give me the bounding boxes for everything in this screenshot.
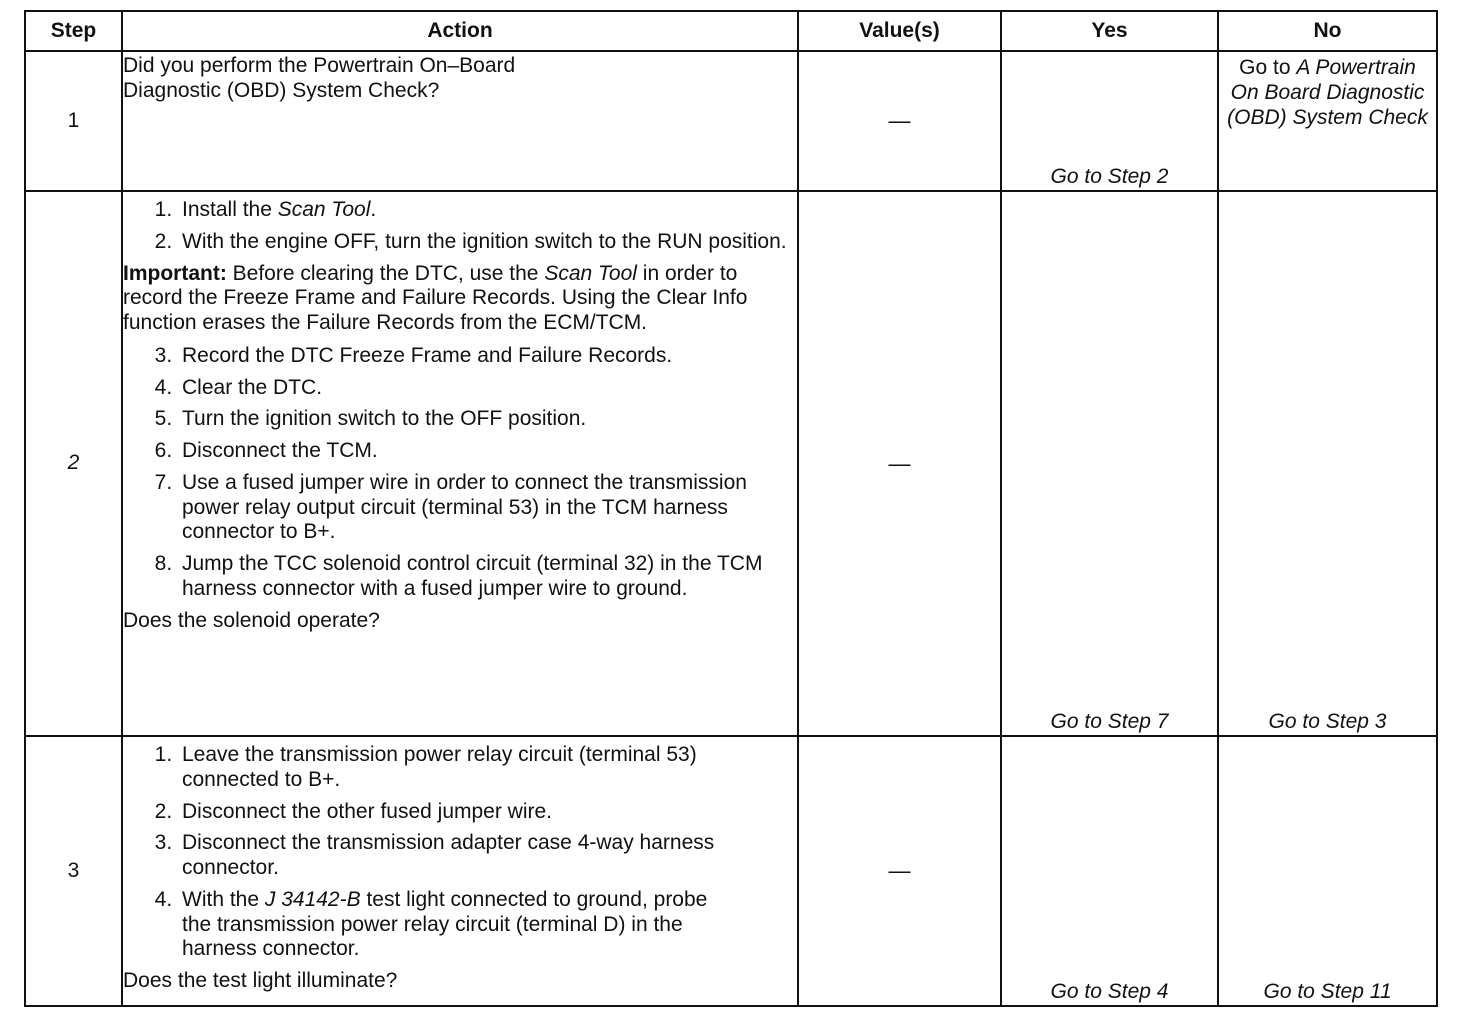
list-item: 1. Install the Scan Tool. (178, 198, 797, 223)
header-values: Value(s) (798, 11, 1001, 51)
yes-cell: Go to Step 7 (1001, 191, 1218, 736)
important-note: Important: Before clearing the DTC, use the Scan Tool in order to record the Freeze Frame and Failure Records. Using the Clear Info function erases the Failure Records from the ECM/TCM. (123, 261, 748, 335)
procedure-list (123, 198, 797, 255)
list-item: 2. With the engine OFF, turn the ignition switch to the RUN position. (178, 230, 797, 255)
list-item: 7. Use a fused jumper wire in order to connect the transmission power relay output circuit (terminal 53) in the TCM harness connector to B+. (178, 471, 797, 545)
action-cell (122, 736, 798, 1006)
no-cell: Go to Step 11 (1218, 736, 1437, 1006)
no-cell: Go to Step 3 (1218, 191, 1437, 736)
list-item: 3. Disconnect the transmission adapter case 4-way harness connector. (178, 831, 742, 881)
question-text: Does the solenoid operate? (123, 608, 380, 632)
list-item: 4. Clear the DTC. (178, 376, 797, 401)
step-number: 1 (25, 51, 122, 191)
procedure-list (123, 743, 797, 962)
action-cell (122, 51, 798, 191)
yes-cell: Go to Step 2 (1001, 51, 1218, 191)
step-number: 2 (25, 191, 122, 736)
step-number: 3 (25, 736, 122, 1006)
list-item: 4. With the J 34142-B test light connected to ground, probe the transmission power relay circuit (terminal D) in the harness connector. (178, 888, 742, 962)
value-cell: — (798, 191, 1001, 736)
no-prefix: Go to (1239, 56, 1297, 79)
list-item: 5. Turn the ignition switch to the OFF position. (178, 407, 797, 432)
no-italic-link: A Powertrain On Board Diagnostic (OBD) System Check (1227, 56, 1428, 129)
header-action: Action (122, 11, 798, 51)
table-row-step-3 (25, 736, 1437, 1006)
question-text: Does the test light illuminate? (123, 969, 398, 993)
no-cell (1218, 51, 1437, 191)
value-cell: — (798, 736, 1001, 1006)
procedure-list (123, 344, 797, 602)
value-cell: — (798, 51, 1001, 191)
header-row (25, 11, 1437, 51)
important-label: Important: (123, 261, 227, 285)
header-no: No (1218, 11, 1437, 51)
action-cell (122, 191, 798, 736)
diagnostic-table (24, 10, 1438, 1007)
table-row-step-2 (25, 191, 1437, 736)
list-item: 3. Record the DTC Freeze Frame and Failure Records. (178, 344, 797, 369)
header-yes: Yes (1001, 11, 1218, 51)
question-text: Did you perform the Powertrain On–Board Diagnostic (OBD) System Check? (123, 54, 516, 102)
header-step: Step (25, 11, 122, 51)
yes-cell: Go to Step 4 (1001, 736, 1218, 1006)
table-row-step-1 (25, 51, 1437, 191)
list-item: 8. Jump the TCC solenoid control circuit (terminal 32) in the TCM harness connector with a fused jumper wire to ground. (178, 552, 797, 602)
list-item: 1. Leave the transmission power relay circuit (terminal 53) connected to B+. (178, 743, 702, 793)
list-item: 6. Disconnect the TCM. (178, 439, 797, 464)
list-item: 2. Disconnect the other fused jumper wire. (178, 800, 797, 825)
